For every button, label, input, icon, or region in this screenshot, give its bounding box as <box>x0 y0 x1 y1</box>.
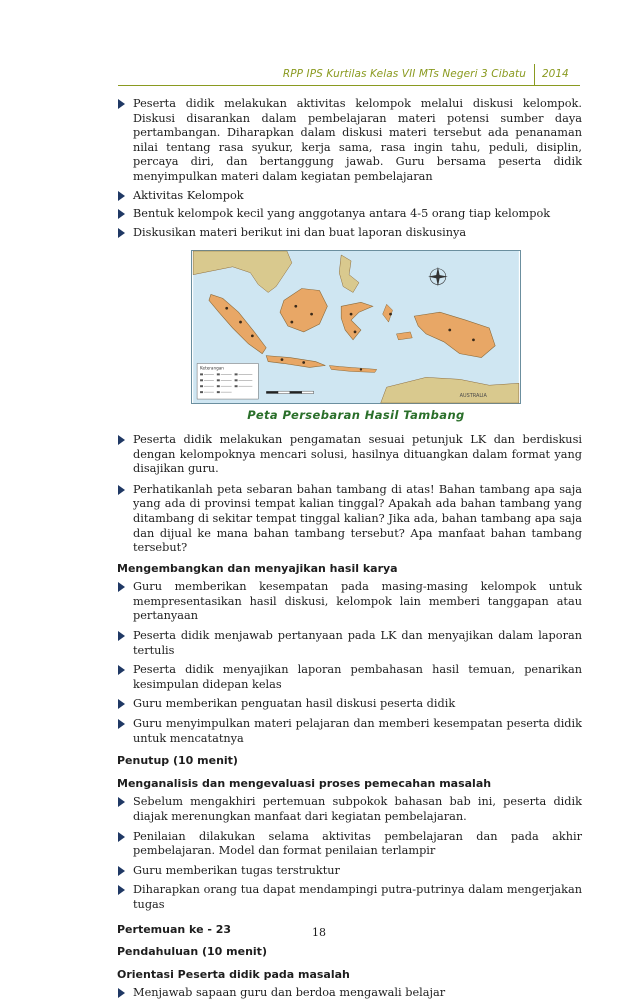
bullet-arrow-icon <box>118 582 125 592</box>
page-number: 18 <box>312 926 326 939</box>
list-item: Peserta didik melakukan aktivitas kelompok melalui diskusi kelompok. Diskusi disarankan dalam pembelajaran materi potensi sumber daya pertambangan. Diharapkan dalam diskusi materi tersebut ada penanaman nilai tentang rasa syukur, kerja sama, rasa ingin tahu, peduli, disiplin, percaya diri, dan bertanggung jawab. Guru bersama peserta didik menyimpulkan materi dalam kegiatan pembelajaran <box>117 97 582 185</box>
bullet-arrow-icon <box>118 228 125 238</box>
bullet-arrow-icon <box>118 99 125 109</box>
bullet-arrow-icon <box>118 631 125 641</box>
section-heading-meeting: Pertemuan ke - 23 <box>117 922 232 936</box>
list-item: Aktivitas Kelompok <box>117 189 582 204</box>
bullet-arrow-icon <box>118 665 125 675</box>
bullet-arrow-icon <box>118 866 125 876</box>
list-item: Perhatikanlah peta sebaran bahan tambang di atas! Bahan tambang apa saja yang ada di provinsi tempat kalian tinggal? Apakah ada bahan tambang yang ditambang di sekitar tempat tinggal kalian? Jika ada, bahan tambang apa saja dan dijual ke mana bahan tambang tersebut? Apa manfaat bahan tambang tersebut? <box>117 483 582 556</box>
section-heading-analyze: Menganalisis dan mengevaluasi proses pemecahan masalah <box>117 776 492 790</box>
bullet-arrow-icon <box>118 988 125 998</box>
map-caption: Peta Persebaran Hasil Tambang <box>247 408 465 423</box>
mining-map-figure <box>191 250 521 423</box>
map-scale-bar <box>266 391 313 393</box>
section-heading-intro: Pendahuluan (10 menit) <box>117 945 267 959</box>
list-item: Guru memberikan penguatan hasil diskusi peserta didik <box>117 697 582 712</box>
bullet-arrow-icon <box>118 191 125 201</box>
list-item: Peserta didik menyajikan laporan pembahasan hasil temuan, penarikan kesimpulan didepan kelas <box>117 663 582 692</box>
list-item: Menjawab sapaan guru dan berdoa mengawali belajar <box>117 986 582 1001</box>
mining-distribution-map <box>191 250 521 404</box>
bullet-arrow-icon <box>118 885 125 895</box>
header-rule <box>118 85 580 86</box>
bullet-arrow-icon <box>118 797 125 807</box>
list-item: Diskusikan materi berikut ini dan buat laporan diskusinya <box>117 226 582 241</box>
section-heading-closing: Penutup (10 menit) <box>117 754 238 768</box>
map-legend-title: Keterangan <box>200 365 224 371</box>
bullet-arrow-icon <box>118 719 125 729</box>
bullet-arrow-icon <box>118 699 125 709</box>
map-australia-label: AUSTRALIA <box>459 393 487 400</box>
list-item: Diharapkan orang tua dapat mendampingi putra-putrinya dalam mengerjakan tugas <box>117 883 582 912</box>
list-item: Guru memberikan kesempatan pada masing-masing kelompok untuk mempresentasikan hasil diskusi, kelompok lain memberi tanggapan atau pertanyaan <box>117 580 582 624</box>
page-content <box>117 97 582 1001</box>
header-separator <box>534 64 535 86</box>
header-year: 2014 <box>542 68 569 80</box>
list-item: Penilaian dilakukan selama aktivitas pembelajaran dan pada akhir pembelajaran. Model dan format penilaian terlampir <box>117 830 582 859</box>
list-item: Bentuk kelompok kecil yang anggotanya antara 4-5 orang tiap kelompok <box>117 207 582 222</box>
bullet-arrow-icon <box>118 832 125 842</box>
map-legend <box>197 364 258 400</box>
bullet-arrow-icon <box>118 435 125 445</box>
header-title: RPP IPS Kurtilas Kelas VII MTs Negeri 3 Cibatu <box>282 68 526 80</box>
list-item: Peserta didik melakukan pengamatan sesuai petunjuk LK dan berdiskusi dengan kelompoknya mencari solusi, hasilnya dituangkan dalam format yang disajikan guru. <box>117 433 582 477</box>
list-item: Peserta didik menjawab pertanyaan pada LK dan menyajikan dalam laporan tertulis <box>117 629 582 658</box>
section-heading-orientation: Orientasi Peserta didik pada masalah <box>117 967 350 981</box>
list-item: Guru menyimpulkan materi pelajaran dan memberi kesempatan peserta didik untuk mencatatnya <box>117 717 582 746</box>
section-heading-develop: Mengembangkan dan menyajikan hasil karya <box>117 561 398 575</box>
bullet-arrow-icon <box>118 209 125 219</box>
list-item: Sebelum mengakhiri pertemuan subpokok bahasan bab ini, peserta didik diajak merenungkan manfaat dari kegiatan pembelajaran. <box>117 795 582 824</box>
page-header <box>0 64 638 86</box>
list-item: Guru memberikan tugas terstruktur <box>117 864 582 879</box>
bullet-arrow-icon <box>118 485 125 495</box>
